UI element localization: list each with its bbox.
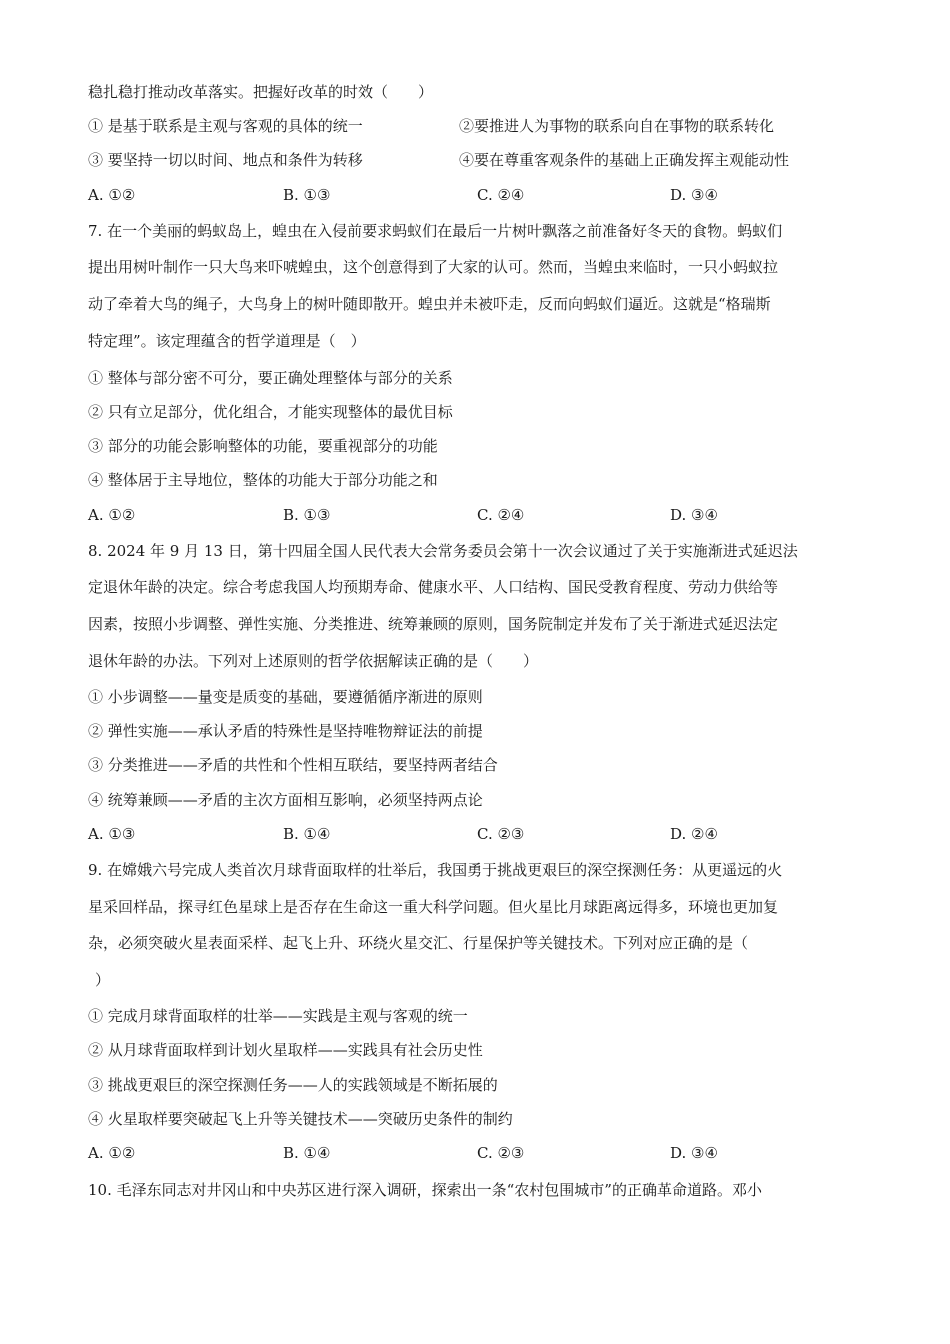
question-6-item-2: ②要推进人为事物的联系向自在事物的联系转化 bbox=[459, 117, 775, 135]
question-7-item-2: ② 只有立足部分，优化组合，才能实现整体的最优目标 bbox=[88, 403, 453, 421]
question-8-option-a: A. ①③ bbox=[88, 825, 136, 843]
question-9-option-a: A. ①② bbox=[88, 1144, 136, 1162]
question-6-option-b: B. ①③ bbox=[283, 186, 331, 204]
question-7-item-3: ③ 部分的功能会影响整体的功能，要重视部分的功能 bbox=[88, 437, 438, 455]
question-6-item-1: ① 是基于联系是主观与客观的具体的统一 bbox=[88, 117, 363, 135]
question-8-stem-line: 因素，按照小步调整、弹性实施、分类推进、统筹兼顾的原则，国务院制定并发布了关于渐进式延迟法定 bbox=[88, 615, 779, 633]
question-7-option-c: C. ②④ bbox=[477, 506, 525, 524]
question-7-stem-line: 提出用树叶制作一只大鸟来吓唬蝗虫，这个创意得到了大家的认可。然而，当蝗虫来临时，一只小蚂蚁拉 bbox=[88, 258, 779, 276]
question-7-option-a: A. ①② bbox=[88, 506, 136, 524]
question-9-stem-line: 9. 在嫦娥六号完成人类首次月球背面取样的壮举后，我国勇于挑战更艰巨的深空探测任务：从更遥远的火 bbox=[88, 861, 783, 879]
question-8-stem-line: 定退休年龄的决定。综合考虑我国人均预期寿命、健康水平、人口结构、国民受教育程度、劳动力供给等 bbox=[88, 578, 779, 596]
question-6-item-4: ④要在尊重客观条件的基础上正确发挥主观能动性 bbox=[459, 151, 790, 169]
question-7-stem-line: 7. 在一个美丽的蚂蚁岛上，蝗虫在入侵前要求蚂蚁们在最后一片树叶飘落之前准备好冬天的食物。蚂蚁们 bbox=[88, 222, 783, 240]
question-9-item-4: ④ 火星取样要突破起飞上升等关键技术——突破历史条件的制约 bbox=[88, 1110, 513, 1128]
question-7-stem-line: 特定理”。该定理蕴含的哲学道理是（ ） bbox=[88, 332, 366, 350]
question-8-stem-line: 退休年龄的办法。下列对上述原则的哲学依据解读正确的是（ ） bbox=[88, 652, 539, 670]
question-8-option-c: C. ②③ bbox=[477, 825, 525, 843]
question-6-option-d: D. ③④ bbox=[670, 186, 718, 204]
question-6-option-a: A. ①② bbox=[88, 186, 136, 204]
question-9-item-2: ② 从月球背面取样到计划火星取样——实践具有社会历史性 bbox=[88, 1041, 483, 1059]
question-10-stem-line: 10. 毛泽东同志对井冈山和中央苏区进行深入调研，探索出一条“农村包围城市”的正确革命道路。邓小 bbox=[88, 1181, 762, 1199]
question-7-item-1: ① 整体与部分密不可分，要正确处理整体与部分的关系 bbox=[88, 369, 453, 387]
question-9-stem-line: 杂，必须突破火星表面采样、起飞上升、环绕火星交汇、行星保护等关键技术。下列对应正确的是（ bbox=[88, 934, 749, 952]
question-6-item-3: ③ 要坚持一切以时间、地点和条件为转移 bbox=[88, 151, 363, 169]
question-8-item-2: ② 弹性实施——承认矛盾的特殊性是坚持唯物辩证法的前提 bbox=[88, 722, 483, 740]
question-9-option-c: C. ②③ bbox=[477, 1144, 525, 1162]
question-8-stem-line: 8. 2024 年 9 月 13 日，第十四届全国人民代表大会常务委员会第十一次会议通过了关于实施渐进式延迟法 bbox=[88, 542, 798, 560]
question-7-option-d: D. ③④ bbox=[670, 506, 718, 524]
question-9-item-1: ① 完成月球背面取样的壮举——实践是主观与客观的统一 bbox=[88, 1007, 468, 1025]
question-9-option-b: B. ①④ bbox=[283, 1144, 331, 1162]
question-8-option-b: B. ①④ bbox=[283, 825, 331, 843]
question-6-stem-line: 稳扎稳打推动改革落实。把握好改革的时效（ ） bbox=[88, 83, 434, 101]
question-8-item-1: ① 小步调整——量变是质变的基础，要遵循循序渐进的原则 bbox=[88, 688, 483, 706]
question-9-item-3: ③ 挑战更艰巨的深空探测任务——人的实践领域是不断拓展的 bbox=[88, 1076, 498, 1094]
question-8-option-d: D. ②④ bbox=[670, 825, 718, 843]
question-9-stem-line: ） bbox=[95, 971, 111, 989]
question-9-option-d: D. ③④ bbox=[670, 1144, 718, 1162]
question-8-item-4: ④ 统筹兼顾——矛盾的主次方面相互影响，必须坚持两点论 bbox=[88, 791, 483, 809]
question-9-stem-line: 星采回样品，探寻红色星球上是否存在生命这一重大科学问题。但火星比月球距离远得多，环境也更加复 bbox=[88, 898, 779, 916]
question-6-option-c: C. ②④ bbox=[477, 186, 525, 204]
question-7-stem-line: 动了牵着大鸟的绳子，大鸟身上的树叶随即散开。蝗虫并未被吓走，反而向蚂蚁们逼近。这就是“格瑞斯 bbox=[88, 295, 771, 313]
question-7-option-b: B. ①③ bbox=[283, 506, 331, 524]
question-7-item-4: ④ 整体居于主导地位，整体的功能大于部分功能之和 bbox=[88, 471, 438, 489]
question-8-item-3: ③ 分类推进——矛盾的共性和个性相互联结，要坚持两者结合 bbox=[88, 756, 498, 774]
